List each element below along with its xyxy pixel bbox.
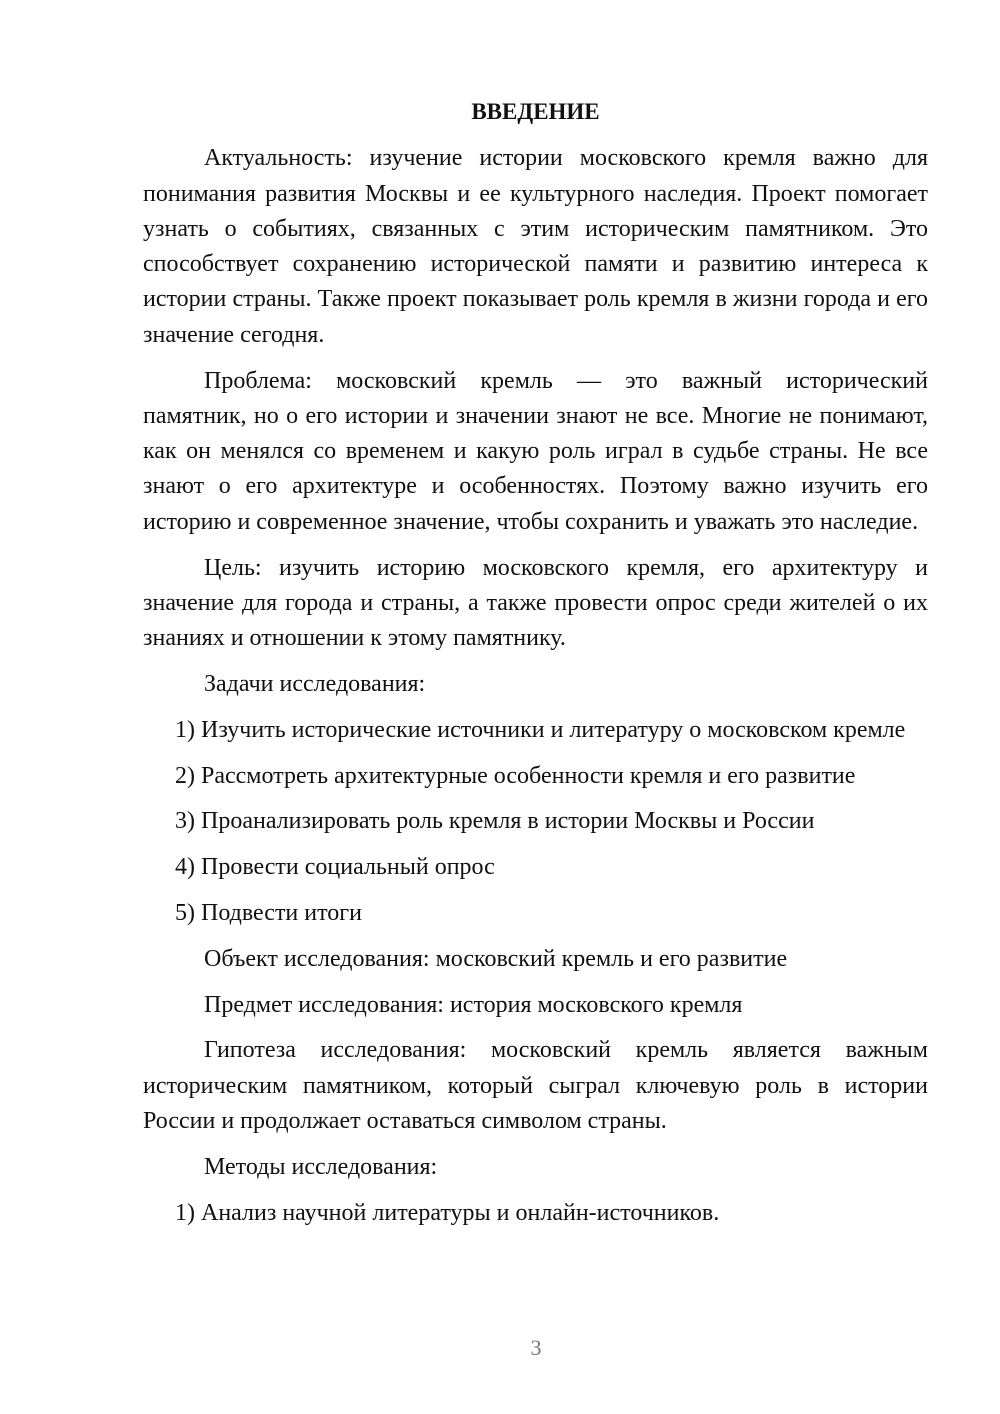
research-object: Объект исследования: московский кремль и его развитие (204, 945, 788, 972)
page-content (143, 94, 928, 1241)
goal-paragraph: Цель: изучить историю московского кремля, его архитектуру и значение для города и страны, а также провести опрос среди жителей о их знаниях и отношении к этому памятнику. (143, 554, 928, 652)
methods-title: Методы исследования: (204, 1153, 438, 1180)
task-item: 3) Проанализировать роль кремля в истории Москвы и России (175, 808, 815, 835)
task-item: 4) Провести социальный опрос (175, 854, 495, 881)
task-item: 5) Подвести итоги (175, 899, 362, 926)
method-item: 1) Анализ научной литературы и онлайн-источников. (175, 1199, 720, 1226)
hypothesis-paragraph: Гипотеза исследования: московский кремль является важным историческим памятником, который сыграл ключевую роль в истории России и продолжает оставаться символом страны. (143, 1037, 928, 1134)
task-item: 2) Рассмотреть архитектурные особенности кремля и его развитие (175, 762, 856, 789)
research-subject: Предмет исследования: история московского кремля (204, 991, 743, 1018)
problem-paragraph: Проблема: московский кремль — это важный исторический памятник, но о его истории и значении знают не все. Многие не понимают, как он менялся со временем и какую роль играл в судьбе страны. Не все знают о его архитектуре и особенностях. Поэтому важно изучить его историю и современное значение, чтобы сохранить и уважать это наследие. (143, 367, 928, 535)
section-heading: ВВЕДЕНИЕ (471, 99, 600, 124)
tasks-title: Задачи исследования: (204, 670, 426, 697)
page-number: 3 (530, 1335, 542, 1360)
relevance-paragraph: Актуальность: изучение истории московского кремля важно для понимания развития Москвы и ее культурного наследия. Проект помогает узнать о событиях, связанных с этим историческим памятником. Это способствует сохранению исторической памяти и развитию интереса к истории страны. Также проект показывает роль кремля в жизни города и его значение сегодня. (143, 145, 928, 348)
task-item: 1) Изучить исторические источники и литературу о московском кремле (175, 716, 906, 743)
